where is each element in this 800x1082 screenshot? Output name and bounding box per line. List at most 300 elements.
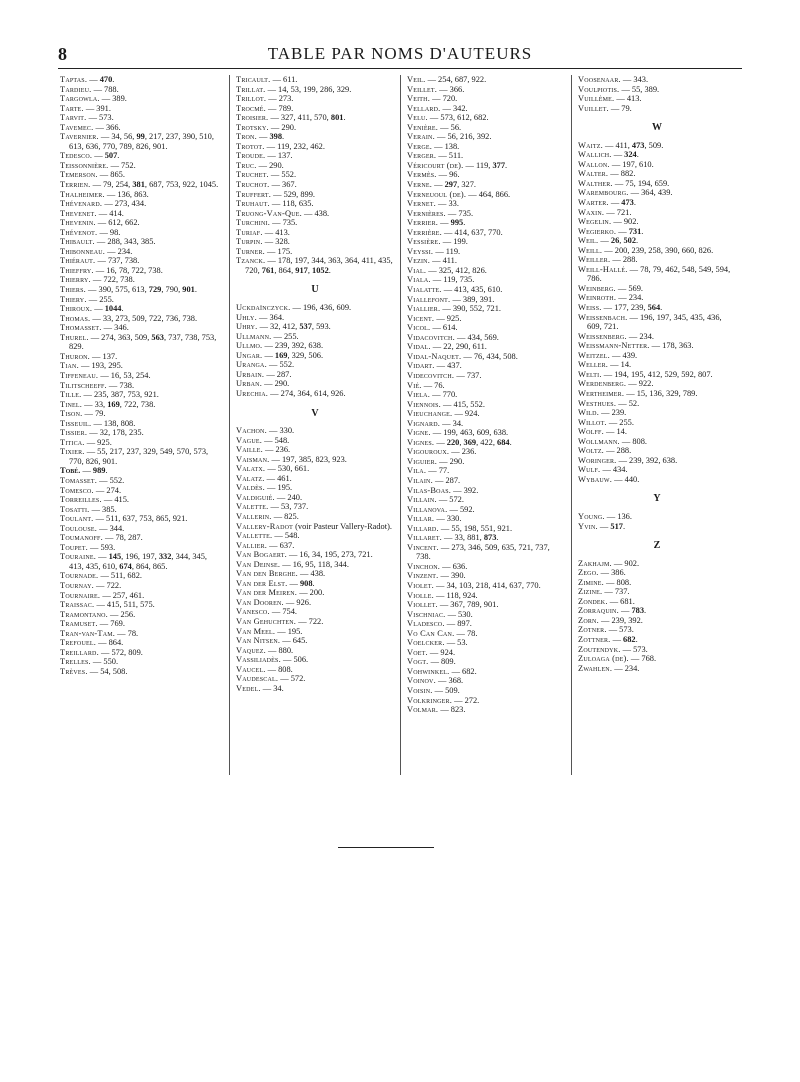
page-number: 8 bbox=[58, 44, 67, 64]
author-name: Zuloaga (de). bbox=[578, 654, 629, 664]
page-references: — 138. bbox=[432, 141, 460, 151]
author-name: Weill-Hallé. bbox=[578, 264, 628, 274]
author-name: Traissac. bbox=[60, 600, 95, 610]
index-entry bbox=[407, 447, 565, 457]
index-entry bbox=[60, 151, 223, 161]
index-entry bbox=[407, 648, 565, 658]
index-entry bbox=[60, 237, 223, 247]
author-name: Voisin. bbox=[407, 686, 433, 695]
section-letter: V bbox=[311, 407, 319, 419]
index-entry bbox=[236, 218, 394, 228]
page-references: — 54, 508. bbox=[87, 666, 128, 676]
page-references: — 33. bbox=[435, 199, 459, 209]
page-references: — 75, 194, 659. bbox=[612, 178, 670, 188]
index-entry bbox=[407, 199, 565, 209]
index-entry bbox=[60, 209, 223, 219]
index-entry bbox=[236, 445, 394, 455]
index-entry bbox=[60, 419, 223, 429]
author-name: Vieuchange. bbox=[407, 409, 453, 419]
author-name: Viallier. bbox=[407, 304, 441, 314]
index-entry bbox=[578, 408, 736, 418]
author-name: Vigouroux. bbox=[407, 447, 450, 457]
author-name: Weissenbach. bbox=[578, 312, 628, 322]
index-entry bbox=[407, 419, 565, 429]
author-name: Valdès. bbox=[236, 483, 265, 493]
author-name: Tixier. bbox=[60, 447, 85, 457]
index-entry bbox=[578, 606, 736, 616]
page-references: — 1044. bbox=[92, 304, 124, 314]
author-name: Vicol. bbox=[407, 323, 431, 333]
index-entry bbox=[236, 332, 394, 342]
page-references: — 389, 391. bbox=[450, 294, 495, 304]
page-references: — 239, 392, 638. bbox=[616, 455, 678, 465]
index-entry bbox=[578, 625, 736, 635]
index-entry bbox=[60, 190, 223, 200]
index-entry bbox=[236, 161, 394, 171]
page-references: — 16, 95, 118, 344. bbox=[280, 559, 349, 569]
author-name: Turiaf. bbox=[236, 227, 263, 237]
page-references: — 78, 79, 462, 548, 549, 594, 786. bbox=[587, 264, 731, 284]
author-name: Weissmann-Netter. bbox=[578, 341, 650, 351]
author-name: Verge. bbox=[407, 141, 433, 151]
page-references: — 364, 439. bbox=[628, 188, 673, 198]
author-name: Taptas. bbox=[60, 75, 88, 84]
author-name: Urechia. bbox=[236, 388, 269, 398]
index-entry bbox=[60, 285, 223, 295]
index-entry bbox=[60, 228, 223, 238]
author-name: Wegelin. bbox=[578, 217, 612, 227]
index-entry bbox=[578, 198, 736, 208]
index-entry bbox=[578, 360, 736, 370]
author-name: Véricourt (de). bbox=[407, 160, 464, 170]
author-name: Wertheimer. bbox=[578, 388, 625, 398]
index-entry bbox=[236, 199, 394, 209]
author-name: Walther. bbox=[578, 178, 613, 188]
index-entry bbox=[60, 552, 223, 571]
author-name: Truffert. bbox=[236, 189, 271, 199]
index-entry bbox=[60, 486, 223, 496]
page-references: — 16, 53, 254. bbox=[98, 370, 151, 380]
index-entry bbox=[236, 85, 394, 95]
index-entry bbox=[407, 342, 565, 352]
author-name: Van Deinse. bbox=[236, 559, 281, 569]
page-references: — 569. bbox=[615, 283, 644, 293]
index-entry bbox=[578, 217, 736, 227]
author-name: Viala. bbox=[407, 275, 431, 285]
author-name: Tisseuil. bbox=[60, 418, 92, 428]
author-name: Weiss. bbox=[578, 303, 602, 313]
author-name: Weissenberg. bbox=[578, 331, 627, 341]
index-entry bbox=[236, 341, 394, 351]
page-references: — 770. bbox=[430, 390, 458, 400]
index-entry bbox=[236, 665, 394, 675]
author-name: Tomasset. bbox=[60, 475, 98, 485]
page-references: — 344. bbox=[97, 523, 125, 533]
author-name: Wallon. bbox=[578, 159, 610, 169]
author-name: Videcovitch. bbox=[407, 370, 455, 380]
index-entry bbox=[236, 180, 394, 190]
author-name: Vaudescal. bbox=[236, 674, 279, 684]
page-references: — 119, 377. bbox=[463, 160, 508, 170]
page-references: — 550. bbox=[90, 657, 119, 667]
author-name: Thevenet. bbox=[60, 208, 97, 218]
author-name: Tissier. bbox=[60, 428, 88, 438]
page-references: — 169, 329, 506. bbox=[262, 350, 324, 360]
index-entry bbox=[60, 514, 223, 524]
author-name: Voelcker. bbox=[407, 638, 445, 648]
page-references: — 414. bbox=[96, 208, 124, 218]
index-entry bbox=[578, 522, 736, 532]
section-letter: Z bbox=[653, 540, 661, 552]
page-references: — 752. bbox=[108, 160, 136, 170]
author-name: Zimine. bbox=[578, 577, 604, 587]
index-entry bbox=[578, 332, 736, 342]
author-name: Veith. bbox=[407, 94, 431, 104]
page-references: — 53. bbox=[444, 638, 468, 648]
page-references: — 136. bbox=[604, 511, 632, 521]
index-entry bbox=[236, 464, 394, 474]
index-entry bbox=[60, 75, 223, 85]
index-entry bbox=[60, 323, 223, 333]
page-references: — 367, 789, 901. bbox=[437, 600, 499, 610]
page-references: — 288. bbox=[610, 255, 638, 265]
index-entry bbox=[578, 370, 736, 380]
author-name: Tarvit. bbox=[60, 113, 87, 123]
index-entry bbox=[578, 104, 736, 114]
author-name: Van Meel. bbox=[236, 626, 276, 636]
page-references: — 548. bbox=[272, 531, 300, 541]
author-name: Zoutendyk. bbox=[578, 644, 621, 654]
index-entry bbox=[236, 541, 394, 551]
page-references: — 55, 198, 551, 921. bbox=[438, 523, 513, 533]
author-name: Tiffeneau. bbox=[60, 370, 99, 380]
author-name: Verain. bbox=[407, 132, 435, 142]
page-references: — 530. bbox=[445, 609, 473, 619]
index-entry bbox=[407, 285, 565, 295]
page-references: — 865. bbox=[97, 170, 125, 180]
author-name: Van Bogaert. bbox=[236, 550, 287, 560]
page-references: — 136, 863. bbox=[104, 189, 149, 199]
page-references: — 823. bbox=[438, 705, 466, 715]
author-name: Vignes. bbox=[407, 437, 435, 447]
index-entry bbox=[407, 696, 565, 706]
index-entry bbox=[60, 524, 223, 534]
page-references: — 391. bbox=[83, 103, 111, 113]
page-references: — 330. bbox=[434, 514, 462, 524]
index-entry bbox=[236, 351, 394, 361]
index-entry bbox=[578, 379, 736, 389]
index-entry bbox=[60, 85, 223, 95]
index-entry bbox=[578, 389, 736, 399]
index-entry bbox=[407, 209, 565, 219]
author-name: Teissonnière. bbox=[60, 160, 109, 170]
author-name: Viennois. bbox=[407, 399, 441, 409]
page-references: — 145, 196, 197, 332, 344, 345, 413, 435, 610, 674, 864, 865. bbox=[69, 552, 207, 571]
author-name: Veyssi. bbox=[407, 246, 434, 256]
index-entry bbox=[60, 409, 223, 419]
index-entry bbox=[236, 588, 394, 598]
author-name: Zondek. bbox=[578, 596, 608, 606]
author-name: Viguier. bbox=[407, 456, 438, 466]
author-name: Vincent. bbox=[407, 542, 439, 552]
page-references: — 552. bbox=[97, 475, 125, 485]
author-name: Vallette. bbox=[236, 531, 273, 541]
page-references: — 390, 575, 613, 729, 790, 901. bbox=[85, 285, 197, 295]
page-references: — 592. bbox=[447, 504, 475, 514]
page-references: — 56. bbox=[438, 122, 462, 132]
author-name: Thibault. bbox=[60, 237, 95, 247]
page-references: — 415, 552. bbox=[440, 399, 485, 409]
page-references: — 236. bbox=[449, 447, 477, 457]
page-references: — 274, 363, 509, 563, 737, 738, 753, 829. bbox=[69, 332, 217, 352]
author-name: Truc. bbox=[236, 160, 257, 170]
page-references: — 825. bbox=[271, 511, 299, 521]
author-name: Verne. bbox=[407, 180, 433, 190]
index-entry bbox=[578, 418, 736, 428]
page-references: — 197, 610. bbox=[609, 159, 654, 169]
author-name: Turchini. bbox=[236, 218, 271, 228]
index-entry bbox=[407, 295, 565, 305]
author-name: Toupet. bbox=[60, 542, 88, 552]
author-name: Thomasset. bbox=[60, 323, 102, 333]
author-name: Tzanck. bbox=[236, 256, 266, 266]
author-name: Verrier. bbox=[407, 218, 439, 228]
page-references: — 220, 369, 422, 684. bbox=[434, 437, 512, 447]
page-references: — 908. bbox=[287, 578, 315, 588]
page-references: — 390. bbox=[438, 571, 466, 581]
index-column-4 bbox=[571, 75, 742, 775]
author-name: Toumanoff. bbox=[60, 533, 103, 543]
index-entry bbox=[236, 426, 394, 436]
author-name: Verneuoul (de). bbox=[407, 189, 467, 199]
index-entry bbox=[60, 428, 223, 438]
index-entry bbox=[236, 313, 394, 323]
page-references: — 199, 463, 609, 638. bbox=[430, 428, 509, 438]
author-name: Weill. bbox=[578, 245, 603, 255]
index-entry bbox=[407, 466, 565, 476]
index-entry bbox=[407, 132, 565, 142]
index-entry bbox=[407, 591, 565, 601]
index-entry bbox=[407, 371, 565, 381]
author-name: Weil. bbox=[578, 236, 599, 246]
index-entry bbox=[60, 505, 223, 515]
page-references: — 411. bbox=[430, 256, 457, 266]
index-entry bbox=[60, 352, 223, 362]
page-references: — 738. bbox=[106, 380, 135, 390]
index-entry bbox=[60, 218, 223, 228]
page-references: — 511. bbox=[436, 151, 464, 161]
author-name: Vallier. bbox=[236, 540, 268, 550]
index-entry bbox=[407, 409, 565, 419]
author-name: Vié. bbox=[407, 380, 422, 390]
index-entry bbox=[578, 446, 736, 456]
page-references: — 438. bbox=[301, 208, 330, 218]
index-entry bbox=[236, 113, 394, 123]
author-name: Valatz. bbox=[236, 473, 265, 483]
page-references: — 76. bbox=[421, 380, 445, 390]
author-name: Wild. bbox=[578, 408, 599, 418]
author-name: Trelles. bbox=[60, 657, 91, 667]
index-entry bbox=[60, 304, 223, 314]
index-entry bbox=[407, 562, 565, 572]
page-references: — 809. bbox=[428, 657, 456, 667]
index-entry bbox=[578, 351, 736, 361]
index-entry bbox=[578, 150, 736, 160]
index-entry bbox=[407, 533, 565, 543]
index-entry bbox=[60, 275, 223, 285]
author-name: Wollmann. bbox=[578, 436, 620, 446]
page-references: — 636. bbox=[440, 561, 468, 571]
page-references: — 902. bbox=[611, 217, 639, 227]
author-name: Zottner. bbox=[578, 634, 611, 644]
page-references: — 290. bbox=[437, 456, 465, 466]
index-entry bbox=[407, 428, 565, 438]
page-references: — 434. bbox=[600, 465, 628, 475]
index-entry bbox=[578, 255, 736, 265]
author-name: Vachon. bbox=[236, 426, 267, 436]
author-name: Waxin. bbox=[578, 207, 605, 217]
page-references: — 137. bbox=[265, 151, 293, 161]
page-references: — 572, 809. bbox=[98, 647, 143, 657]
author-name: Warter. bbox=[578, 198, 609, 208]
page-references: — 414, 637, 770. bbox=[441, 227, 503, 237]
page-references: — 808. bbox=[619, 436, 648, 446]
page-references: — 507. bbox=[92, 151, 120, 161]
index-entry bbox=[236, 123, 394, 133]
page-references: — 56, 216, 392. bbox=[434, 132, 492, 142]
page-references: — 368. bbox=[435, 676, 464, 686]
author-name: Welti. bbox=[578, 369, 602, 379]
index-entry bbox=[236, 360, 394, 370]
index-entry bbox=[578, 664, 736, 674]
page-references: — 573. bbox=[86, 113, 114, 123]
index-entry bbox=[236, 674, 394, 684]
index-entry bbox=[407, 275, 565, 285]
page-references: — 398. bbox=[256, 132, 285, 142]
author-name: Vigne. bbox=[407, 428, 431, 438]
author-name: Vuillet. bbox=[578, 103, 609, 113]
page-references: — 413. bbox=[614, 94, 642, 104]
page-references: — 254, 687, 922. bbox=[425, 75, 487, 84]
page-references: — 614. bbox=[430, 323, 458, 333]
index-entry bbox=[236, 455, 394, 465]
page-references: — 438. bbox=[297, 569, 326, 579]
index-entry bbox=[407, 190, 565, 200]
author-name: Thuron. bbox=[60, 351, 90, 361]
page-references: — 682. bbox=[610, 634, 638, 644]
page-references: — 325, 412, 826. bbox=[426, 265, 487, 275]
page-references: — 882. bbox=[608, 169, 636, 179]
page-references: — 611. bbox=[270, 75, 298, 84]
author-name: Tilitscheeff. bbox=[60, 380, 107, 390]
page-references: — 14. bbox=[608, 360, 632, 370]
page-references: — 200. bbox=[297, 588, 325, 598]
page-references: — 257, 461. bbox=[100, 590, 145, 600]
author-name: Trèves. bbox=[60, 666, 88, 676]
author-name: Vinchon. bbox=[407, 561, 441, 571]
index-entry bbox=[407, 667, 565, 677]
author-name: Troude. bbox=[236, 151, 266, 161]
author-name: Villar. bbox=[407, 514, 435, 524]
page-references: — 529, 899. bbox=[271, 189, 315, 199]
index-entry bbox=[236, 170, 394, 180]
index-entry bbox=[578, 399, 736, 409]
index-entry bbox=[60, 371, 223, 381]
index-entry bbox=[407, 476, 565, 486]
page-references: — 33, 273, 509, 722, 736, 738. bbox=[90, 313, 198, 323]
index-entry bbox=[60, 400, 223, 410]
index-entry bbox=[236, 607, 394, 617]
author-name: Tardieu. bbox=[60, 84, 92, 94]
index-entry bbox=[60, 638, 223, 648]
author-name: Vassiliadès. bbox=[236, 655, 281, 665]
page-references: — 392. bbox=[451, 485, 479, 495]
index-entry bbox=[236, 370, 394, 380]
page-references: — 234. bbox=[105, 246, 133, 256]
author-name: Thiroux. bbox=[60, 304, 93, 314]
page-references: — 330. bbox=[266, 426, 295, 436]
index-entry bbox=[407, 505, 565, 515]
page-references: — 754. bbox=[269, 607, 297, 617]
index-entry bbox=[578, 654, 736, 664]
index-entry bbox=[236, 627, 394, 637]
index-entry bbox=[407, 151, 565, 161]
page-references: — 96. bbox=[436, 170, 460, 180]
page-references: — 637. bbox=[267, 540, 295, 550]
index-entry bbox=[236, 132, 394, 142]
author-name: Trotot. bbox=[236, 141, 265, 151]
index-entry bbox=[578, 578, 736, 588]
page-references: — 255. bbox=[86, 294, 114, 304]
author-name: Vo Can Can. bbox=[407, 628, 455, 638]
index-entry bbox=[407, 170, 565, 180]
index-entry bbox=[407, 571, 565, 581]
page-references: — 199. bbox=[440, 237, 468, 247]
page-references: — 552. bbox=[268, 170, 297, 180]
author-name: Touraine. bbox=[60, 552, 97, 562]
page-references: — 440. bbox=[612, 474, 640, 484]
index-entry bbox=[60, 447, 223, 466]
page-references: — 926. bbox=[283, 597, 312, 607]
index-entry bbox=[407, 438, 565, 448]
index-entry bbox=[60, 295, 223, 305]
page-references: — 737, 738. bbox=[95, 256, 140, 266]
author-name: Vernet. bbox=[407, 199, 436, 209]
index-entry bbox=[407, 629, 565, 639]
page-references: — 236. bbox=[262, 445, 291, 455]
index-entry bbox=[407, 543, 565, 562]
index-entry bbox=[578, 559, 736, 569]
author-name: Zotner. bbox=[578, 625, 607, 635]
index-entry bbox=[407, 610, 565, 620]
author-name: Zorn. bbox=[578, 615, 599, 625]
page-references: — 240. bbox=[274, 492, 303, 502]
author-name: Vilas-Boas. bbox=[407, 485, 452, 495]
page-references: — 178, 197, 344, 363, 364, 411, 435, 720, 761, 864, 917, 1052. bbox=[245, 256, 393, 275]
page-references: — 177, 239, 564. bbox=[601, 303, 663, 313]
author-name: Truong-Van-Que. bbox=[236, 208, 302, 218]
page-references: — 897. bbox=[444, 619, 472, 629]
page-references: — 925. bbox=[84, 437, 112, 447]
page-references: — 55, 389. bbox=[619, 84, 660, 94]
page-references: — 464, 866. bbox=[466, 189, 511, 199]
author-name: Villain. bbox=[407, 495, 437, 505]
author-name: Werdenberg. bbox=[578, 379, 627, 389]
index-entry bbox=[236, 512, 394, 522]
author-name: Thibonneau. bbox=[60, 246, 106, 256]
author-name: Van den Berghe. bbox=[236, 569, 298, 579]
index-entry bbox=[407, 180, 565, 190]
